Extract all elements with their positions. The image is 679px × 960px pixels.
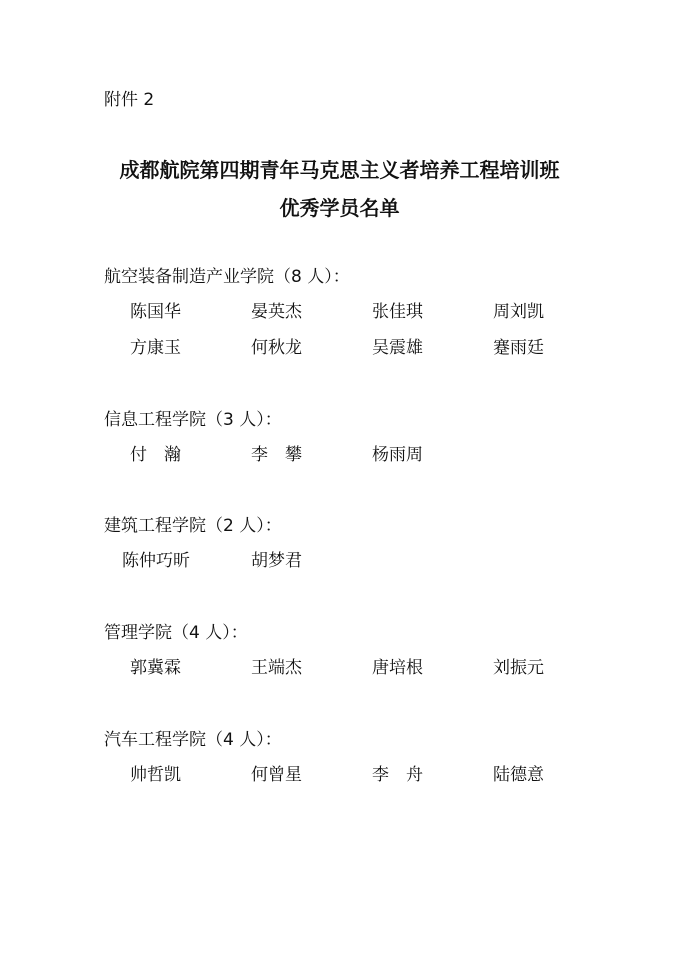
section-management: [104, 622, 584, 680]
name-row: [104, 431, 584, 467]
name-row: [104, 324, 584, 360]
section-title: 信息工程学院（3 人）：: [104, 410, 282, 430]
student-name: 李 攀: [251, 445, 302, 465]
section-information-engineering: [104, 409, 584, 467]
student-name: 吴震雄: [372, 338, 423, 358]
section-aviation-equipment: [104, 266, 584, 360]
student-name: 陈仲巧昕: [122, 551, 190, 571]
student-name: 何曾星: [251, 765, 302, 785]
student-name: 陆德意: [493, 765, 544, 785]
student-name: 付 瀚: [130, 445, 181, 465]
document-title-line-2: 优秀学员名单: [279, 196, 400, 220]
student-name: 李 舟: [372, 765, 423, 785]
student-name: 何秋龙: [251, 338, 302, 358]
student-name: 蹇雨廷: [493, 338, 544, 358]
student-name: 帅哲凯: [130, 765, 181, 785]
student-name: 唐培根: [372, 658, 423, 678]
name-row: [104, 644, 584, 680]
student-name: 刘振元: [493, 658, 544, 678]
student-name: 杨雨周: [372, 445, 423, 465]
student-name: 胡梦君: [251, 551, 302, 571]
name-row: [104, 751, 584, 787]
section-title: 管理学院（4 人）：: [104, 623, 248, 643]
section-construction-engineering: [104, 515, 584, 573]
student-name: 周刘凯: [493, 302, 544, 322]
attachment-label: 附件 2: [104, 90, 155, 110]
section-title: 航空装备制造产业学院（8 人）：: [104, 267, 350, 287]
name-row: [104, 537, 584, 573]
student-name: 张佳琪: [372, 302, 423, 322]
student-name: 王端杰: [251, 658, 302, 678]
student-name: 晏英杰: [251, 302, 302, 322]
document-title-line-1: 成都航院第四期青年马克思主义者培养工程培训班: [119, 158, 560, 182]
name-row: [104, 288, 584, 324]
section-title: 建筑工程学院（2 人）：: [104, 516, 282, 536]
section-automotive-engineering: [104, 729, 584, 787]
student-name: 方康玉: [130, 338, 181, 358]
student-name: 陈国华: [130, 302, 181, 322]
student-name: 郭冀霖: [130, 658, 181, 678]
section-title: 汽车工程学院（4 人）：: [104, 730, 282, 750]
